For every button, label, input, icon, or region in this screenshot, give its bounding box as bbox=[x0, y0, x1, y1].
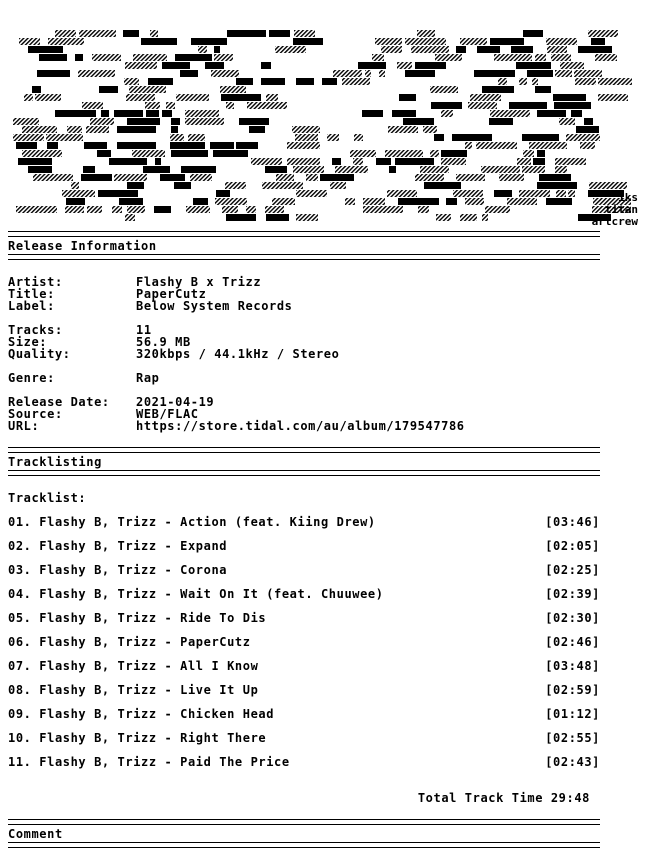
track-row bbox=[8, 636, 600, 648]
track-duration: [02:25] bbox=[545, 563, 600, 577]
track-row bbox=[8, 588, 600, 600]
field-value: 56.9 MB bbox=[136, 335, 191, 349]
track-title: 07. Flashy B, Trizz - All I Know bbox=[8, 659, 259, 673]
field-key: Tracks: bbox=[8, 323, 63, 337]
art-credit bbox=[592, 192, 638, 228]
track-title: 09. Flashy B, Trizz - Chicken Head bbox=[8, 707, 275, 721]
track-duration: [02:39] bbox=[545, 587, 600, 601]
field-value: https://store.tidal.com/au/album/179547786 bbox=[136, 419, 465, 433]
track-title: 01. Flashy B, Trizz - Action (feat. Kiing Drew) bbox=[8, 515, 376, 529]
credit-line: titan bbox=[604, 203, 638, 216]
field-quality bbox=[8, 348, 339, 360]
separator bbox=[8, 842, 600, 848]
separator bbox=[8, 447, 600, 453]
track-title: 11. Flashy B, Trizz - Paid The Price bbox=[8, 755, 290, 769]
track-title: 02. Flashy B, Trizz - Expand bbox=[8, 539, 228, 553]
track-title: 10. Flashy B, Trizz - Right There bbox=[8, 731, 267, 745]
comment-heading: Comment bbox=[8, 827, 63, 841]
field-value: Rap bbox=[136, 371, 160, 385]
track-row bbox=[8, 756, 600, 768]
field-label bbox=[8, 300, 293, 312]
separator bbox=[8, 254, 600, 260]
track-row bbox=[8, 732, 600, 744]
field-key: Quality: bbox=[8, 347, 71, 361]
field-key: Release Date: bbox=[8, 395, 110, 409]
field-value: Flashy B x Trizz bbox=[136, 275, 262, 289]
separator bbox=[8, 470, 600, 476]
field-genre bbox=[8, 372, 159, 384]
track-row bbox=[8, 708, 600, 720]
field-value: WEB/FLAC bbox=[136, 407, 199, 421]
field-key: Genre: bbox=[8, 371, 55, 385]
credit-line: iks bbox=[618, 191, 638, 204]
release-info-heading: Release Information bbox=[8, 239, 157, 253]
track-row bbox=[8, 612, 600, 624]
tracklisting-heading: Tracklisting bbox=[8, 455, 102, 469]
track-duration: [03:46] bbox=[545, 515, 600, 529]
track-title: 03. Flashy B, Trizz - Corona bbox=[8, 563, 228, 577]
track-duration: [02:43] bbox=[545, 755, 600, 769]
track-row bbox=[8, 564, 600, 576]
track-duration: [02:05] bbox=[545, 539, 600, 553]
field-key: Artist: bbox=[8, 275, 63, 289]
track-row bbox=[8, 516, 600, 528]
field-value: Below System Records bbox=[136, 299, 293, 313]
track-duration: [02:59] bbox=[545, 683, 600, 697]
field-key: Source: bbox=[8, 407, 63, 421]
track-duration: [02:46] bbox=[545, 635, 600, 649]
credit-line: artcrew bbox=[591, 215, 638, 228]
field-key: Label: bbox=[8, 299, 55, 313]
separator bbox=[8, 231, 600, 237]
track-duration: [01:12] bbox=[545, 707, 600, 721]
field-url bbox=[8, 420, 465, 432]
field-key: Title: bbox=[8, 287, 55, 301]
field-value: 11 bbox=[136, 323, 152, 337]
field-value: PaperCutz bbox=[136, 287, 207, 301]
track-title: 05. Flashy B, Trizz - Ride To Dis bbox=[8, 611, 267, 625]
field-value: 320kbps / 44.1kHz / Stereo bbox=[136, 347, 340, 361]
separator bbox=[8, 819, 600, 825]
field-value: 2021-04-19 bbox=[136, 395, 215, 409]
track-title: 08. Flashy B, Trizz - Live It Up bbox=[8, 683, 259, 697]
total-track-time: Total Track Time 29:48 bbox=[417, 791, 590, 805]
field-key: URL: bbox=[8, 419, 40, 433]
track-duration: [03:48] bbox=[545, 659, 600, 673]
tracklist-label: Tracklist: bbox=[8, 491, 87, 505]
track-row bbox=[8, 660, 600, 672]
track-title: 04. Flashy B, Trizz - Wait On It (feat. Chuuwee) bbox=[8, 587, 384, 601]
track-title: 06. Flashy B, Trizz - PaperCutz bbox=[8, 635, 251, 649]
ascii-art-banner bbox=[0, 10, 640, 230]
field-key: Size: bbox=[8, 335, 48, 349]
track-duration: [02:30] bbox=[545, 611, 600, 625]
track-duration: [02:55] bbox=[545, 731, 600, 745]
track-row bbox=[8, 684, 600, 696]
track-row bbox=[8, 540, 600, 552]
